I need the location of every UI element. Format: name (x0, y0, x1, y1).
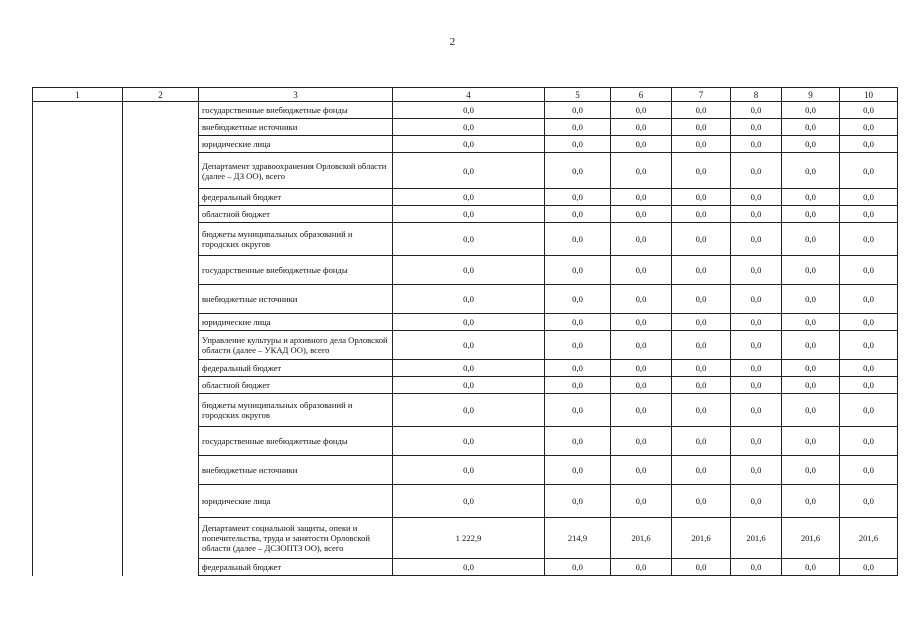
row-label: юридические лица (199, 485, 393, 518)
value-cell: 0,0 (611, 223, 672, 256)
value-cell: 0,0 (545, 223, 611, 256)
value-cell: 0,0 (672, 256, 731, 285)
value-cell: 0,0 (672, 427, 731, 456)
value-cell: 0,0 (545, 559, 611, 576)
value-cell: 0,0 (611, 331, 672, 360)
value-cell: 201,6 (731, 518, 782, 559)
value-cell: 0,0 (611, 394, 672, 427)
value-cell: 0,0 (545, 427, 611, 456)
value-cell: 0,0 (611, 285, 672, 314)
value-cell: 0,0 (731, 153, 782, 189)
value-cell: 0,0 (393, 314, 545, 331)
value-cell: 0,0 (731, 485, 782, 518)
header-cell: 10 (840, 88, 898, 102)
value-cell: 0,0 (611, 456, 672, 485)
value-cell: 0,0 (672, 485, 731, 518)
value-cell: 0,0 (545, 119, 611, 136)
value-cell: 0,0 (731, 189, 782, 206)
value-cell: 0,0 (611, 427, 672, 456)
row-label: федеральный бюджет (199, 189, 393, 206)
value-cell: 0,0 (840, 377, 898, 394)
value-cell: 0,0 (672, 206, 731, 223)
value-cell: 0,0 (672, 136, 731, 153)
value-cell: 0,0 (672, 559, 731, 576)
row-label: юридические лица (199, 314, 393, 331)
value-cell: 0,0 (840, 559, 898, 576)
value-cell: 0,0 (731, 360, 782, 377)
value-cell: 0,0 (672, 223, 731, 256)
row-label: государственные внебюджетные фонды (199, 102, 393, 119)
merged-cell-col2 (123, 102, 199, 576)
value-cell: 0,0 (840, 206, 898, 223)
row-label: областной бюджет (199, 206, 393, 223)
row-label: внебюджетные источники (199, 285, 393, 314)
value-cell: 0,0 (611, 153, 672, 189)
value-cell: 0,0 (611, 559, 672, 576)
value-cell: 0,0 (545, 485, 611, 518)
value-cell: 0,0 (782, 189, 840, 206)
value-cell: 0,0 (611, 136, 672, 153)
value-cell: 0,0 (393, 360, 545, 377)
row-label: внебюджетные источники (199, 456, 393, 485)
value-cell: 0,0 (545, 285, 611, 314)
value-cell: 0,0 (545, 256, 611, 285)
value-cell: 0,0 (672, 153, 731, 189)
value-cell: 0,0 (731, 331, 782, 360)
value-cell: 0,0 (672, 314, 731, 331)
value-cell: 0,0 (782, 377, 840, 394)
value-cell: 0,0 (545, 189, 611, 206)
value-cell: 0,0 (782, 360, 840, 377)
value-cell: 0,0 (731, 427, 782, 456)
value-cell: 0,0 (393, 256, 545, 285)
row-label: Департамент здравоохранения Орловской области (далее – ДЗ ОО), всего (199, 153, 393, 189)
value-cell: 0,0 (545, 102, 611, 119)
value-cell: 0,0 (731, 102, 782, 119)
row-label: бюджеты муниципальных образований и городских округов (199, 223, 393, 256)
table-row (33, 102, 898, 119)
header-cell: 9 (782, 88, 840, 102)
value-cell: 0,0 (393, 136, 545, 153)
row-label: бюджеты муниципальных образований и городских округов (199, 394, 393, 427)
value-cell: 0,0 (672, 331, 731, 360)
value-cell: 0,0 (545, 377, 611, 394)
value-cell: 0,0 (672, 360, 731, 377)
value-cell: 0,0 (840, 189, 898, 206)
header-cell: 5 (545, 88, 611, 102)
value-cell: 1 222,9 (393, 518, 545, 559)
value-cell: 0,0 (731, 285, 782, 314)
value-cell: 0,0 (840, 485, 898, 518)
value-cell: 0,0 (782, 559, 840, 576)
value-cell: 0,0 (393, 189, 545, 206)
value-cell: 0,0 (782, 314, 840, 331)
value-cell: 0,0 (782, 119, 840, 136)
value-cell: 0,0 (393, 102, 545, 119)
value-cell: 0,0 (611, 206, 672, 223)
value-cell: 0,0 (782, 456, 840, 485)
value-cell: 0,0 (782, 427, 840, 456)
value-cell: 0,0 (840, 153, 898, 189)
value-cell: 0,0 (672, 285, 731, 314)
value-cell: 0,0 (840, 456, 898, 485)
row-label: федеральный бюджет (199, 559, 393, 576)
value-cell: 214,9 (545, 518, 611, 559)
value-cell: 0,0 (731, 136, 782, 153)
value-cell: 0,0 (731, 223, 782, 256)
value-cell: 0,0 (672, 377, 731, 394)
value-cell: 0,0 (545, 360, 611, 377)
row-label: Департамент социальной защиты, опеки и попечительства, труда и занятости Орловской области (далее – ДСЗОПТЗ ОО), всего (199, 518, 393, 559)
budget-table (32, 87, 898, 576)
value-cell: 0,0 (611, 256, 672, 285)
header-cell: 1 (33, 88, 123, 102)
row-label: федеральный бюджет (199, 360, 393, 377)
value-cell: 0,0 (611, 485, 672, 518)
header-cell: 6 (611, 88, 672, 102)
value-cell: 0,0 (840, 314, 898, 331)
value-cell: 0,0 (393, 153, 545, 189)
value-cell: 0,0 (782, 153, 840, 189)
row-label: государственные внебюджетные фонды (199, 427, 393, 456)
row-label: внебюджетные источники (199, 119, 393, 136)
row-label: государственные внебюджетные фонды (199, 256, 393, 285)
value-cell: 0,0 (731, 394, 782, 427)
header-row (33, 88, 898, 102)
value-cell: 0,0 (545, 394, 611, 427)
value-cell: 0,0 (782, 485, 840, 518)
value-cell: 0,0 (672, 394, 731, 427)
value-cell: 0,0 (545, 331, 611, 360)
value-cell: 0,0 (393, 377, 545, 394)
header-cell: 8 (731, 88, 782, 102)
value-cell: 0,0 (393, 285, 545, 314)
table-body (33, 88, 898, 576)
value-cell: 0,0 (672, 189, 731, 206)
value-cell: 0,0 (731, 256, 782, 285)
header-cell: 3 (199, 88, 393, 102)
page-number: 2 (449, 36, 456, 48)
value-cell: 0,0 (672, 119, 731, 136)
value-cell: 0,0 (611, 314, 672, 331)
value-cell: 0,0 (840, 119, 898, 136)
value-cell: 0,0 (611, 189, 672, 206)
value-cell: 0,0 (731, 559, 782, 576)
value-cell: 0,0 (393, 223, 545, 256)
value-cell: 0,0 (782, 285, 840, 314)
value-cell: 0,0 (782, 136, 840, 153)
value-cell: 201,6 (782, 518, 840, 559)
value-cell: 0,0 (545, 206, 611, 223)
value-cell: 0,0 (393, 394, 545, 427)
value-cell: 0,0 (393, 559, 545, 576)
value-cell: 0,0 (393, 119, 545, 136)
row-label: областной бюджет (199, 377, 393, 394)
row-label: юридические лица (199, 136, 393, 153)
value-cell: 0,0 (393, 427, 545, 456)
value-cell: 0,0 (840, 360, 898, 377)
value-cell: 0,0 (672, 102, 731, 119)
value-cell: 0,0 (840, 285, 898, 314)
value-cell: 0,0 (782, 206, 840, 223)
header-cell: 2 (123, 88, 199, 102)
value-cell: 0,0 (731, 456, 782, 485)
value-cell: 0,0 (782, 331, 840, 360)
value-cell: 201,6 (672, 518, 731, 559)
value-cell: 0,0 (782, 394, 840, 427)
value-cell: 0,0 (782, 102, 840, 119)
value-cell: 0,0 (545, 153, 611, 189)
value-cell: 0,0 (393, 456, 545, 485)
value-cell: 201,6 (840, 518, 898, 559)
value-cell: 0,0 (731, 314, 782, 331)
merged-cell-col1 (33, 102, 123, 576)
value-cell: 0,0 (840, 136, 898, 153)
value-cell: 201,6 (611, 518, 672, 559)
value-cell: 0,0 (393, 331, 545, 360)
value-cell: 0,0 (672, 456, 731, 485)
value-cell: 0,0 (731, 377, 782, 394)
value-cell: 0,0 (840, 427, 898, 456)
row-label: Управление культуры и архивного дела Орловской области (далее – УКАД ОО), всего (199, 331, 393, 360)
header-cell: 4 (393, 88, 545, 102)
value-cell: 0,0 (840, 102, 898, 119)
value-cell: 0,0 (782, 223, 840, 256)
value-cell: 0,0 (840, 331, 898, 360)
value-cell: 0,0 (840, 223, 898, 256)
value-cell: 0,0 (731, 119, 782, 136)
value-cell: 0,0 (731, 206, 782, 223)
value-cell: 0,0 (611, 377, 672, 394)
value-cell: 0,0 (611, 360, 672, 377)
value-cell: 0,0 (611, 119, 672, 136)
value-cell: 0,0 (393, 206, 545, 223)
value-cell: 0,0 (840, 394, 898, 427)
value-cell: 0,0 (840, 256, 898, 285)
value-cell: 0,0 (782, 256, 840, 285)
value-cell: 0,0 (611, 102, 672, 119)
header-cell: 7 (672, 88, 731, 102)
value-cell: 0,0 (545, 456, 611, 485)
value-cell: 0,0 (545, 314, 611, 331)
value-cell: 0,0 (393, 485, 545, 518)
value-cell: 0,0 (545, 136, 611, 153)
